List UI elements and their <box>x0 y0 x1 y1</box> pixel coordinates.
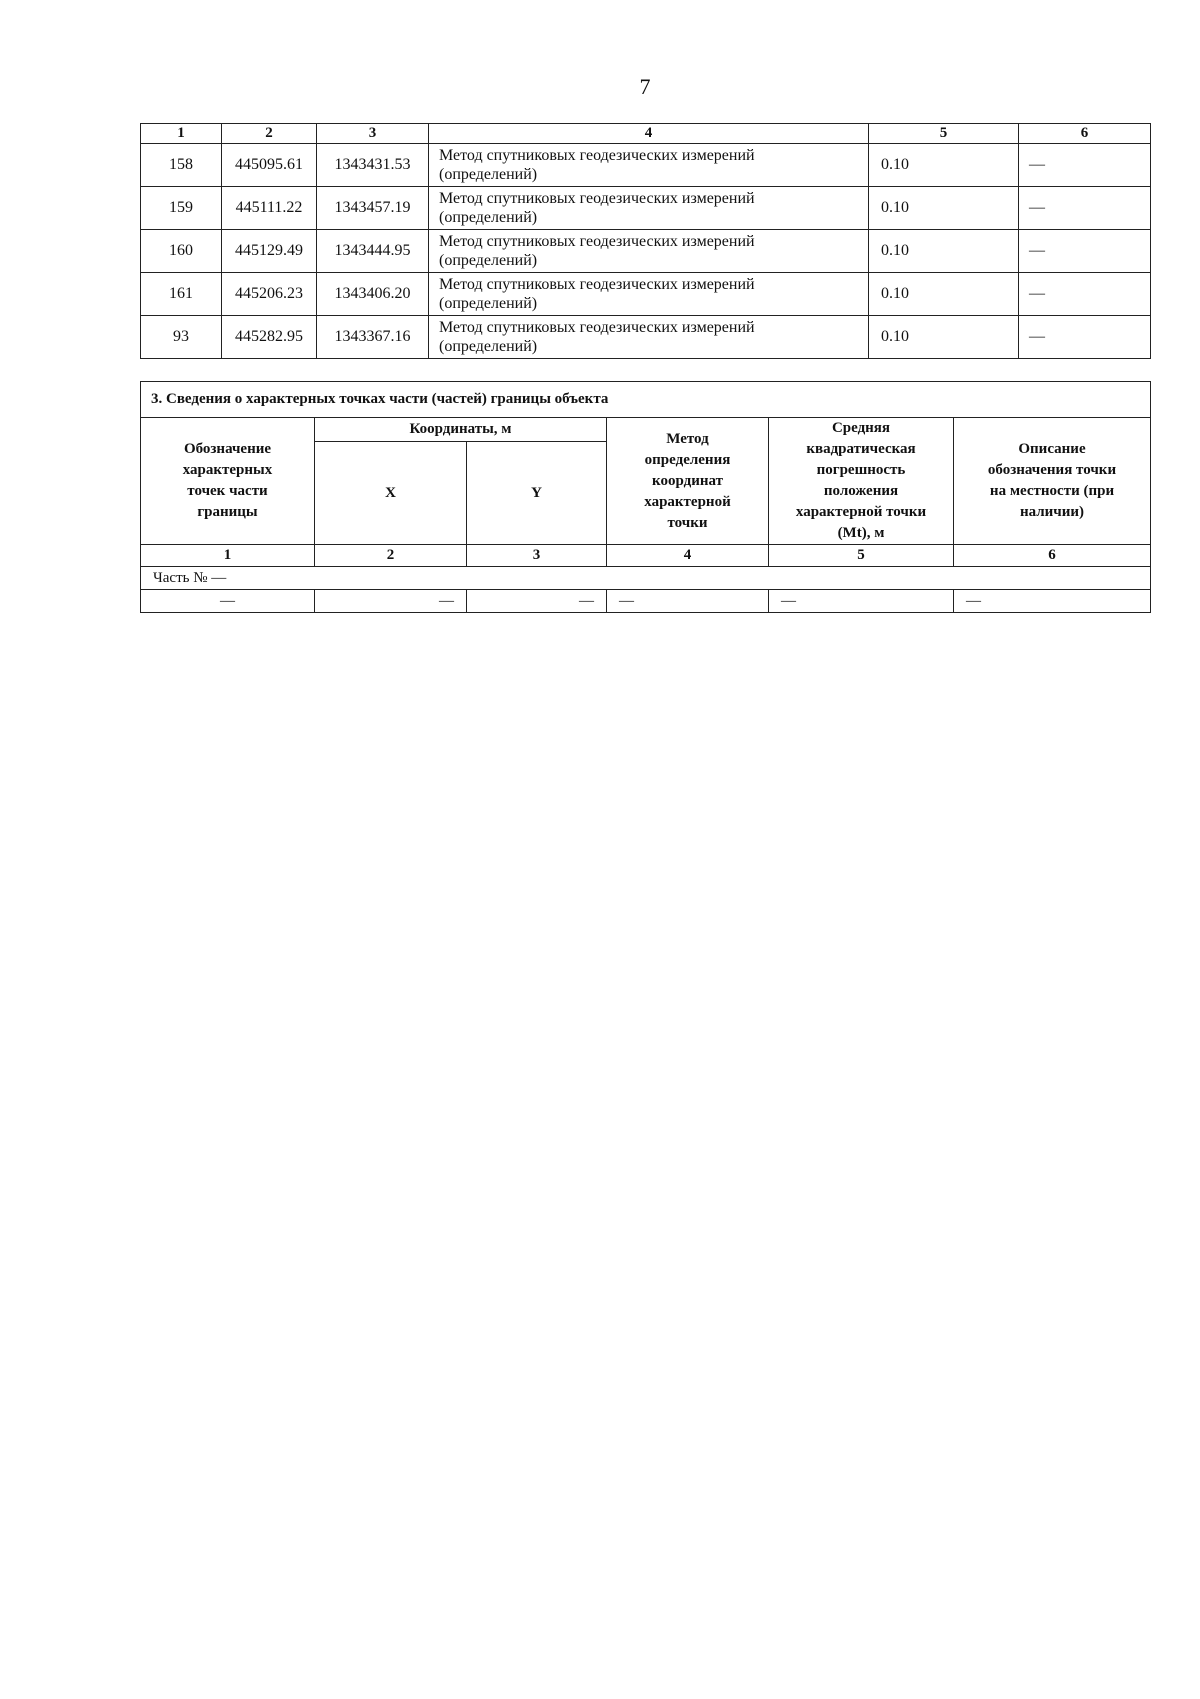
point-number: 93 <box>141 316 222 359</box>
boundary-points-table <box>140 123 1151 359</box>
column-number: 3 <box>467 545 607 567</box>
part-boundary-points-table <box>140 381 1151 613</box>
empty-cell: — <box>141 590 315 613</box>
coordinate-y: 1343406.20 <box>317 273 429 316</box>
empty-cell: — <box>315 590 467 613</box>
method-text-continuation: (определений) <box>439 166 538 183</box>
column-number: 6 <box>954 545 1151 567</box>
column-number: 6 <box>1019 124 1151 144</box>
section-title-row <box>141 382 1151 418</box>
part-label-row <box>141 567 1151 590</box>
accuracy-value: 0.10 <box>869 316 1019 359</box>
coordinate-x: 445129.49 <box>222 230 317 273</box>
y-header: Y <box>467 442 607 545</box>
point-number: 159 <box>141 187 222 230</box>
empty-cell: — <box>954 590 1151 613</box>
coordinate-y: 1343457.19 <box>317 187 429 230</box>
header-text: Описание <box>1018 441 1086 457</box>
table-row <box>141 144 1151 187</box>
description-value: — <box>1019 187 1151 230</box>
header-text: обозначения точки <box>987 462 1117 478</box>
page-number: 7 <box>639 74 651 99</box>
coordinate-x: 445095.61 <box>222 144 317 187</box>
empty-cell: — <box>607 590 769 613</box>
header-text: характерной точки <box>795 504 927 520</box>
description-header <box>954 418 1151 545</box>
header-text: характерной <box>644 493 731 510</box>
description-value: — <box>1019 144 1151 187</box>
description-value: — <box>1019 316 1151 359</box>
column-number: 2 <box>315 545 467 567</box>
method-text-continuation: (определений) <box>439 252 538 269</box>
column-numbers-row <box>141 545 1151 567</box>
table-header-row <box>141 124 1151 144</box>
empty-cell: — <box>467 590 607 613</box>
header-text: квадратическая <box>806 441 916 457</box>
header-text: на местности (при <box>989 483 1115 499</box>
header-text: точки <box>667 514 708 531</box>
coordinates-header: Координаты, м <box>315 418 607 442</box>
point-number: 161 <box>141 273 222 316</box>
section-title: 3. Сведения о характерных точках части (частей) границы объекта <box>141 382 1151 418</box>
method-header <box>607 418 769 545</box>
table-row <box>141 273 1151 316</box>
header-text: точек части <box>187 483 268 499</box>
column-number: 5 <box>869 124 1019 144</box>
accuracy-value: 0.10 <box>869 273 1019 316</box>
coordinate-x: 445111.22 <box>222 187 317 230</box>
header-text: характерных <box>182 462 273 478</box>
header-text: Обозначение <box>183 441 272 457</box>
column-number: 1 <box>141 124 222 144</box>
designation-header <box>141 418 315 545</box>
method-text-continuation: (определений) <box>439 295 538 312</box>
coordinate-y: 1343444.95 <box>317 230 429 273</box>
header-text: границы <box>197 504 258 520</box>
method-text: Метод спутниковых геодезических измерений <box>439 276 755 293</box>
column-number: 5 <box>769 545 954 567</box>
header-text: наличии) <box>1019 504 1085 520</box>
coordinate-x: 445282.95 <box>222 316 317 359</box>
column-number: 1 <box>141 545 315 567</box>
coordinate-x: 445206.23 <box>222 273 317 316</box>
empty-cell: — <box>769 590 954 613</box>
point-number: 158 <box>141 144 222 187</box>
header-text: Метод <box>666 430 709 447</box>
method-text: Метод спутниковых геодезических измерений <box>439 319 755 336</box>
header-text: положения <box>823 483 899 499</box>
method-text-continuation: (определений) <box>439 209 538 226</box>
accuracy-header <box>769 418 954 545</box>
accuracy-value: 0.10 <box>869 230 1019 273</box>
description-value: — <box>1019 230 1151 273</box>
method-text: Метод спутниковых геодезических измерений <box>439 147 755 164</box>
header-text: Средняя <box>831 420 891 436</box>
header-text: погрешность <box>816 462 906 478</box>
table-row <box>141 316 1151 359</box>
x-header: X <box>315 442 467 545</box>
column-number: 3 <box>317 124 429 144</box>
header-text: определения <box>644 451 731 468</box>
method-text: Метод спутниковых геодезических измерений <box>439 190 755 207</box>
table-header-row <box>141 418 1151 442</box>
table-row <box>141 230 1151 273</box>
accuracy-value: 0.10 <box>869 187 1019 230</box>
table-row <box>141 590 1151 613</box>
coordinate-y: 1343367.16 <box>317 316 429 359</box>
part-label: Часть № — <box>141 567 1151 590</box>
method-cell <box>429 187 869 230</box>
method-text: Метод спутниковых геодезических измерений <box>439 233 755 250</box>
method-cell <box>429 273 869 316</box>
accuracy-value: 0.10 <box>869 144 1019 187</box>
header-text: координат <box>652 472 723 489</box>
method-cell <box>429 144 869 187</box>
method-cell <box>429 316 869 359</box>
table-row <box>141 187 1151 230</box>
point-number: 160 <box>141 230 222 273</box>
coordinate-y: 1343431.53 <box>317 144 429 187</box>
method-text-continuation: (определений) <box>439 338 538 355</box>
header-text: (Mt), м <box>837 525 885 541</box>
column-number: 4 <box>607 545 769 567</box>
column-number: 4 <box>429 124 869 144</box>
description-value: — <box>1019 273 1151 316</box>
method-cell <box>429 230 869 273</box>
column-number: 2 <box>222 124 317 144</box>
